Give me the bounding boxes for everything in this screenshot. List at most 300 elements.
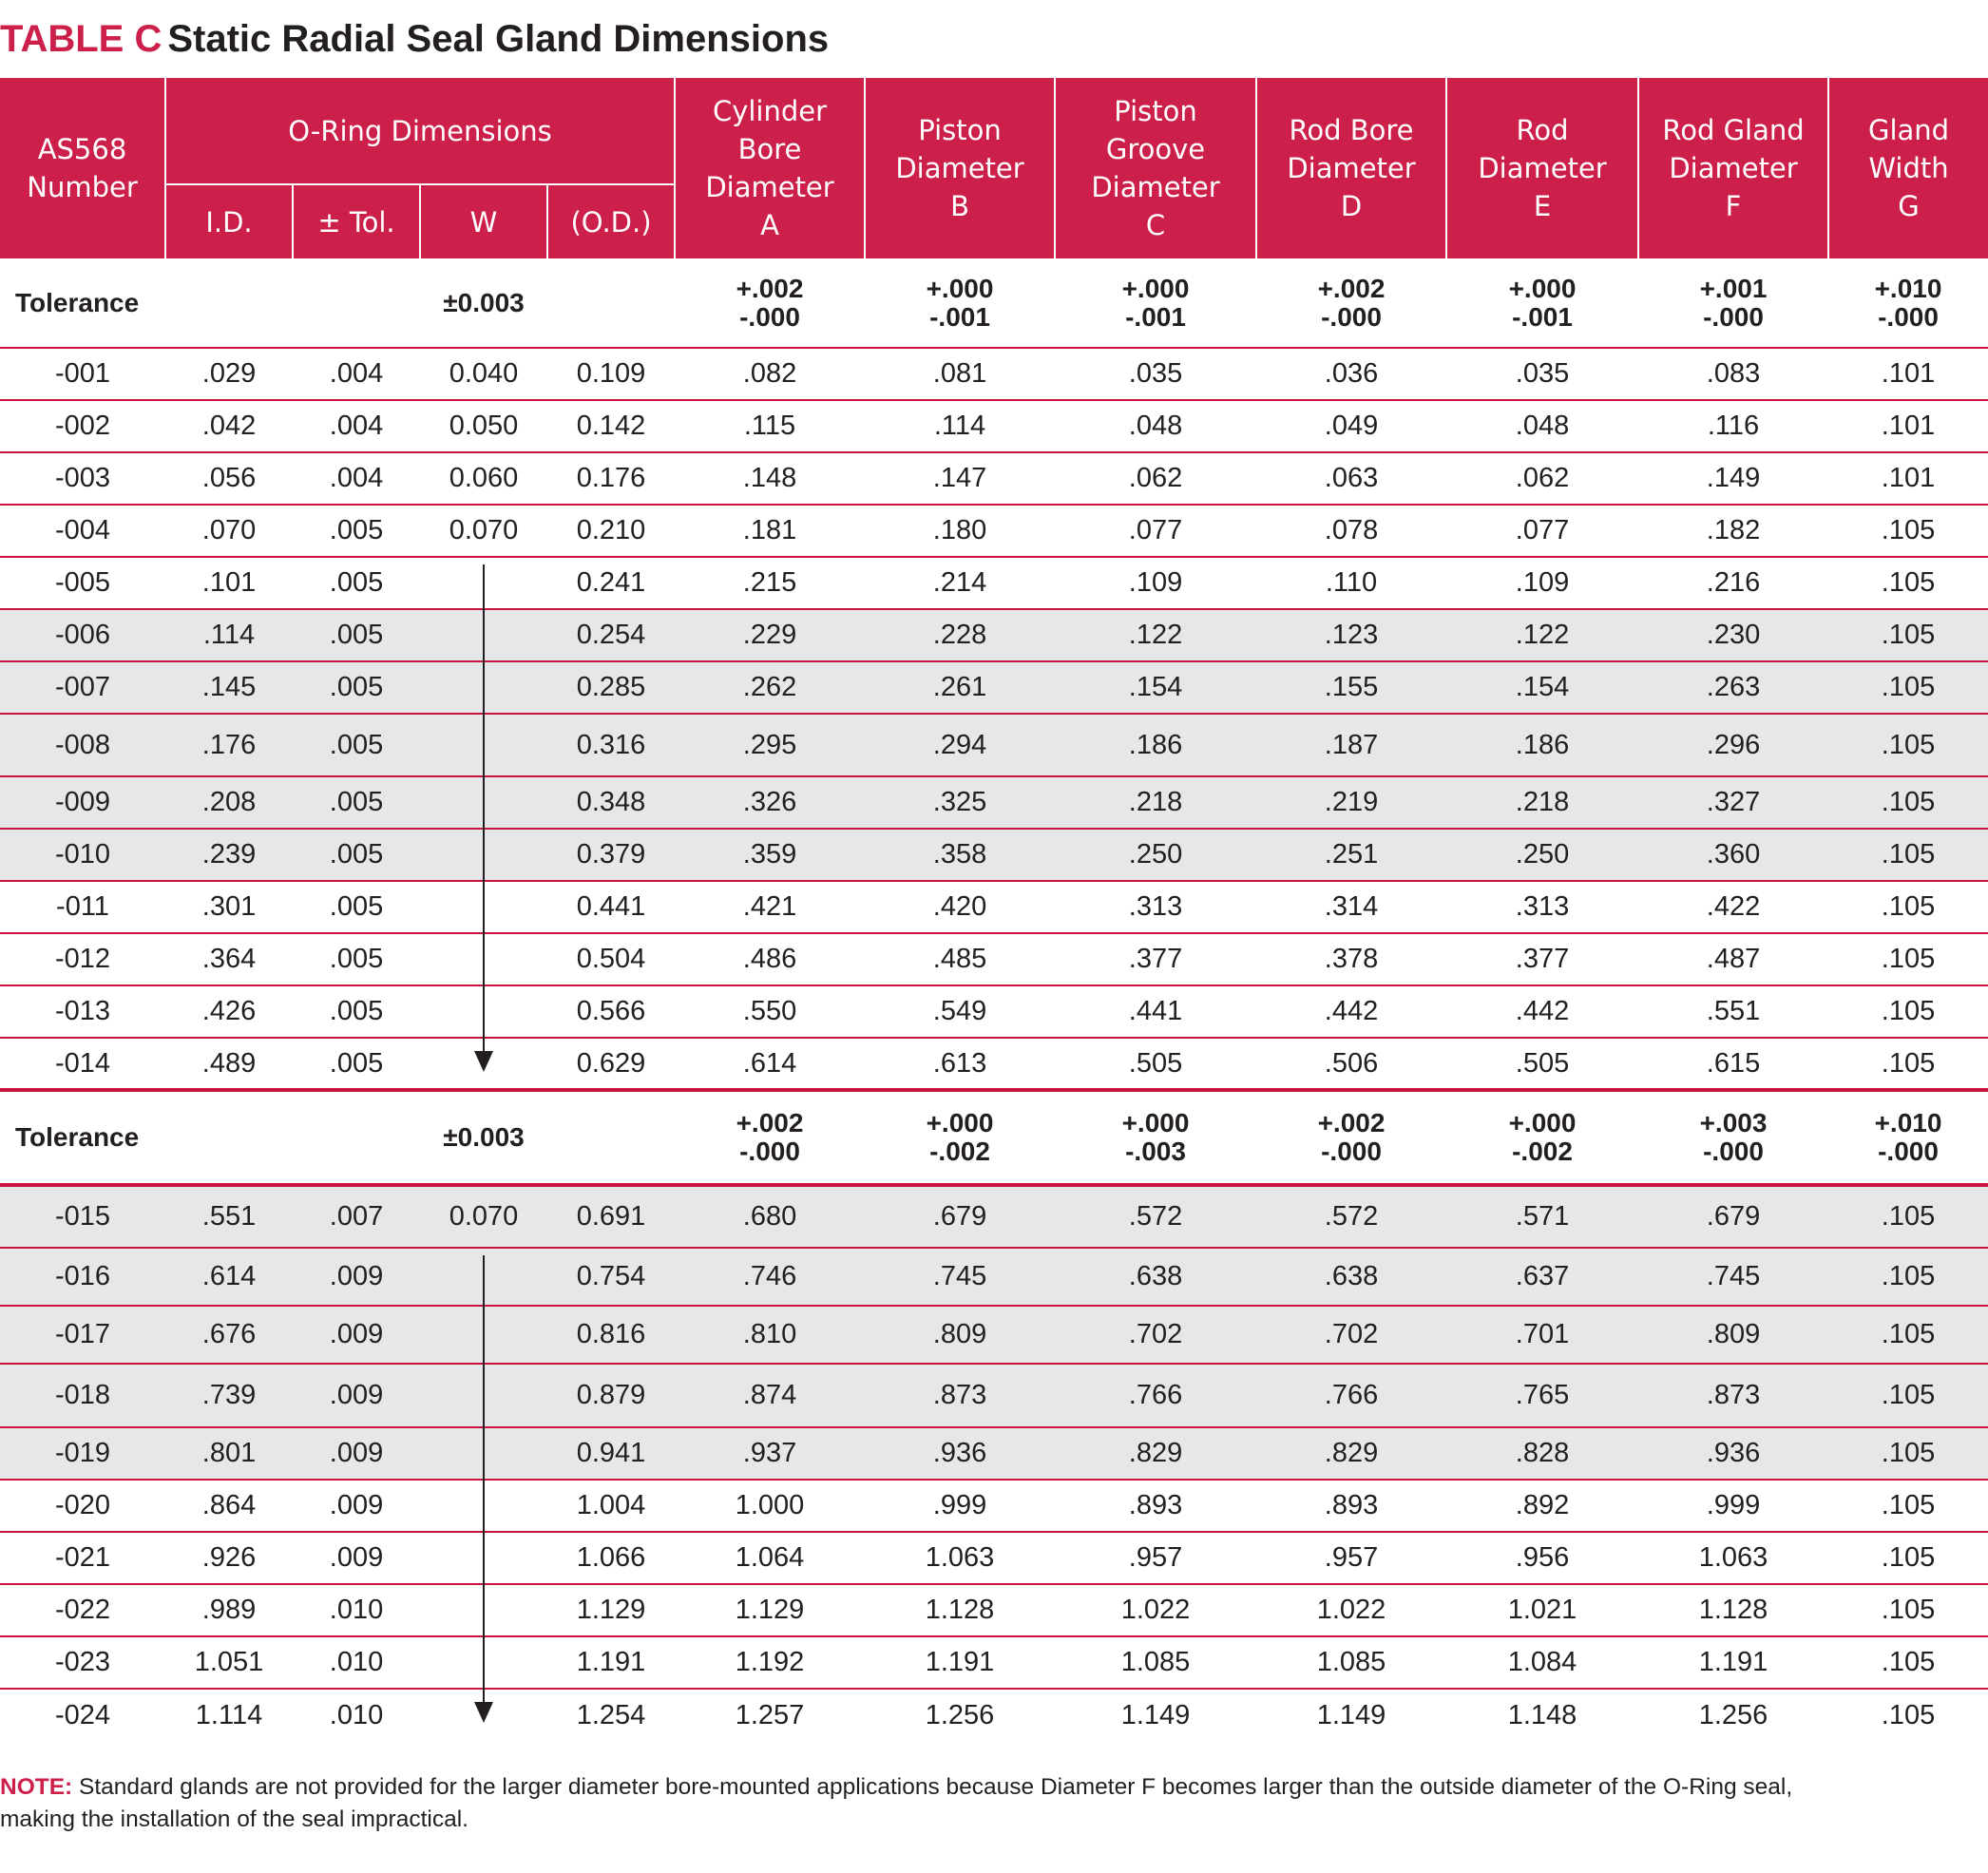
table-row (0, 985, 1988, 1038)
continuation-arrow-head (474, 1051, 493, 1072)
cell-rod-bore-d: .378 (1256, 933, 1446, 985)
cell-rod-e: .956 (1446, 1532, 1638, 1584)
cell-piston-groove-c: .572 (1055, 1185, 1256, 1248)
tolerance-g (1828, 258, 1988, 348)
cell-od: 1.066 (547, 1532, 675, 1584)
cell-rod-bore-d: .572 (1256, 1185, 1446, 1248)
cell-piston-b: .081 (865, 348, 1055, 400)
cell-gland-width-g: .101 (1828, 348, 1988, 400)
cell-piston-b: .809 (865, 1306, 1055, 1364)
cell-gland-width-g: .105 (1828, 505, 1988, 557)
tolerance-w: ±0.003 (420, 258, 547, 348)
cell-piston-groove-c: .893 (1055, 1480, 1256, 1532)
cell-od: 0.566 (547, 985, 675, 1038)
cell-gland-width-g: .105 (1828, 1480, 1988, 1532)
cell-rod-gland-f: .263 (1638, 661, 1828, 714)
tolerance-c (1055, 258, 1256, 348)
header-e-line1: Rod (1516, 114, 1569, 146)
cell-tol: .005 (293, 714, 420, 776)
cell-od: 0.379 (547, 829, 675, 881)
tolerance-f (1638, 258, 1828, 348)
tolerance-c-line1: +.000 (1121, 273, 1190, 303)
cell-w: 0.070 (420, 1185, 547, 1248)
cell-cylinder-bore-a: .550 (675, 985, 865, 1038)
cell-cylinder-bore-a: .326 (675, 776, 865, 829)
cell-piston-b: 1.191 (865, 1636, 1055, 1689)
cell-tol: .005 (293, 505, 420, 557)
cell-rod-gland-f: 1.063 (1638, 1532, 1828, 1584)
cell-od: 0.816 (547, 1306, 675, 1364)
cell-gland-width-g: .105 (1828, 557, 1988, 609)
cell-od: 0.691 (547, 1185, 675, 1248)
cell-id: .029 (165, 348, 293, 400)
cell-rod-bore-d: .155 (1256, 661, 1446, 714)
cell-rod-gland-f: .936 (1638, 1427, 1828, 1480)
cell-tol: .004 (293, 452, 420, 505)
cell-rod-e: .186 (1446, 714, 1638, 776)
cell-rod-bore-d: .893 (1256, 1480, 1446, 1532)
cell-as568-number: -013 (0, 985, 165, 1038)
cell-gland-width-g: .105 (1828, 1248, 1988, 1306)
cell-rod-gland-f: 1.191 (1638, 1636, 1828, 1689)
cell-piston-b: .261 (865, 661, 1055, 714)
cell-id: .426 (165, 985, 293, 1038)
cell-rod-e: .892 (1446, 1480, 1638, 1532)
continuation-arrow-head (474, 1702, 493, 1723)
cell-rod-gland-f: .182 (1638, 505, 1828, 557)
cell-rod-bore-d: .219 (1256, 776, 1446, 829)
tolerance-row (0, 258, 1988, 348)
cell-gland-width-g: .105 (1828, 1364, 1988, 1427)
cell-piston-groove-c: .957 (1055, 1532, 1256, 1584)
cell-cylinder-bore-a: .486 (675, 933, 865, 985)
cell-rod-bore-d: .078 (1256, 505, 1446, 557)
cell-od: 0.241 (547, 557, 675, 609)
cell-tol: .005 (293, 985, 420, 1038)
tolerance-e (1446, 258, 1638, 348)
cell-gland-width-g: .101 (1828, 400, 1988, 452)
cell-cylinder-bore-a: .148 (675, 452, 865, 505)
cell-as568-number: -024 (0, 1689, 165, 1741)
cell-rod-bore-d: .110 (1256, 557, 1446, 609)
cell-id: .989 (165, 1584, 293, 1636)
tolerance-a-line2: -.000 (739, 301, 800, 332)
cell-id: .114 (165, 609, 293, 661)
cell-od: 0.941 (547, 1427, 675, 1480)
cell-piston-groove-c: .122 (1055, 609, 1256, 661)
cell-gland-width-g: .105 (1828, 881, 1988, 933)
cell-rod-gland-f: .487 (1638, 933, 1828, 985)
tolerance-f-line1: +.001 (1699, 273, 1768, 303)
tolerance-d-line1: +.002 (1317, 273, 1386, 303)
cell-id: .239 (165, 829, 293, 881)
cell-rod-gland-f: .809 (1638, 1306, 1828, 1364)
cell-tol: .005 (293, 609, 420, 661)
cell-gland-width-g: .105 (1828, 1185, 1988, 1248)
cell-piston-groove-c: .035 (1055, 348, 1256, 400)
cell-rod-e: .048 (1446, 400, 1638, 452)
header-rod-bore-diameter (1256, 78, 1446, 258)
cell-od: 0.176 (547, 452, 675, 505)
cell-id: .864 (165, 1480, 293, 1532)
cell-piston-b: .549 (865, 985, 1055, 1038)
header-c-line1: Piston (1114, 95, 1197, 127)
tolerance-g-line2: -.000 (1878, 301, 1939, 332)
header-a-line2: Bore (737, 133, 802, 165)
table-row (0, 1584, 1988, 1636)
tolerance-a (675, 258, 865, 348)
cell-tol: .005 (293, 881, 420, 933)
cell-gland-width-g: .105 (1828, 933, 1988, 985)
table-row (0, 557, 1988, 609)
table-row (0, 1427, 1988, 1480)
header-a-line4: A (760, 209, 779, 241)
footnote-label: NOTE: (0, 1774, 73, 1800)
cell-rod-gland-f: .999 (1638, 1480, 1828, 1532)
cell-cylinder-bore-a: .421 (675, 881, 865, 933)
continuation-arrow-line (483, 1255, 485, 1704)
cell-rod-e: .637 (1446, 1248, 1638, 1306)
cell-as568-number: -015 (0, 1185, 165, 1248)
cell-od: 0.254 (547, 609, 675, 661)
cell-piston-groove-c: 1.149 (1055, 1689, 1256, 1741)
tolerance-label: Tolerance (0, 258, 420, 348)
cell-id: .070 (165, 505, 293, 557)
cell-gland-width-g: .101 (1828, 452, 1988, 505)
cell-cylinder-bore-a: .215 (675, 557, 865, 609)
cell-tol: .005 (293, 661, 420, 714)
tolerance-w: ±0.003 (420, 1090, 547, 1185)
cell-rod-bore-d: .123 (1256, 609, 1446, 661)
footnote (0, 1771, 1806, 1836)
cell-id: .145 (165, 661, 293, 714)
cell-rod-bore-d: .442 (1256, 985, 1446, 1038)
cell-cylinder-bore-a: .295 (675, 714, 865, 776)
cell-rod-gland-f: .745 (1638, 1248, 1828, 1306)
cell-as568-number: -001 (0, 348, 165, 400)
cell-as568-number: -005 (0, 557, 165, 609)
tolerance-b-line2: -.002 (929, 1137, 990, 1166)
cell-tol: .005 (293, 829, 420, 881)
cell-rod-gland-f: .116 (1638, 400, 1828, 452)
cell-id: 1.051 (165, 1636, 293, 1689)
tolerance-g-line1: +.010 (1874, 1108, 1942, 1137)
cell-rod-e: .765 (1446, 1364, 1638, 1427)
cell-id: .489 (165, 1038, 293, 1090)
cell-rod-bore-d: .049 (1256, 400, 1446, 452)
tolerance-f (1638, 1090, 1828, 1185)
cell-piston-b: .325 (865, 776, 1055, 829)
cell-tol: .007 (293, 1185, 420, 1248)
cell-gland-width-g: .105 (1828, 985, 1988, 1038)
cell-piston-b: 1.256 (865, 1689, 1055, 1741)
cell-rod-e: .077 (1446, 505, 1638, 557)
cell-od: 0.629 (547, 1038, 675, 1090)
cell-rod-e: .313 (1446, 881, 1638, 933)
header-b-line2: Diameter (895, 152, 1024, 184)
header-oring-dimensions: O-Ring Dimensions (165, 78, 675, 184)
cell-piston-groove-c: .505 (1055, 1038, 1256, 1090)
cell-rod-bore-d: .036 (1256, 348, 1446, 400)
cell-piston-b: .420 (865, 881, 1055, 933)
cell-cylinder-bore-a: .874 (675, 1364, 865, 1427)
tolerance-b (865, 258, 1055, 348)
cell-as568-number: -009 (0, 776, 165, 829)
cell-gland-width-g: .105 (1828, 1584, 1988, 1636)
tolerance-od-empty (547, 1090, 675, 1185)
cell-od: 0.142 (547, 400, 675, 452)
table-row (0, 609, 1988, 661)
cell-rod-bore-d: .957 (1256, 1532, 1446, 1584)
cell-as568-number: -006 (0, 609, 165, 661)
cell-gland-width-g: .105 (1828, 776, 1988, 829)
tolerance-f-line2: -.000 (1703, 1137, 1764, 1166)
cell-cylinder-bore-a: .937 (675, 1427, 865, 1480)
header-d-line3: D (1340, 190, 1363, 222)
cell-piston-groove-c: .766 (1055, 1364, 1256, 1427)
tolerance-b (865, 1090, 1055, 1185)
cell-rod-gland-f: .873 (1638, 1364, 1828, 1427)
cell-id: .301 (165, 881, 293, 933)
cell-rod-e: 1.148 (1446, 1689, 1638, 1741)
cell-as568-number: -020 (0, 1480, 165, 1532)
cell-w: 0.060 (420, 452, 547, 505)
table-row (0, 1248, 1988, 1306)
cell-rod-e: .250 (1446, 829, 1638, 881)
cell-od: 1.191 (547, 1636, 675, 1689)
cell-gland-width-g: .105 (1828, 1689, 1988, 1741)
cell-rod-gland-f: .296 (1638, 714, 1828, 776)
cell-id: .056 (165, 452, 293, 505)
tolerance-d-line2: -.000 (1321, 1137, 1382, 1166)
table-row (0, 829, 1988, 881)
cell-rod-bore-d: .314 (1256, 881, 1446, 933)
cell-piston-b: .999 (865, 1480, 1055, 1532)
cell-piston-b: .745 (865, 1248, 1055, 1306)
cell-rod-bore-d: .063 (1256, 452, 1446, 505)
cell-piston-groove-c: 1.022 (1055, 1584, 1256, 1636)
cell-cylinder-bore-a: .359 (675, 829, 865, 881)
cell-od: 0.210 (547, 505, 675, 557)
tolerance-b-line2: -.001 (929, 301, 990, 332)
header-f-line1: Rod Gland (1662, 114, 1805, 146)
cell-od: 1.004 (547, 1480, 675, 1532)
cell-piston-groove-c: .829 (1055, 1427, 1256, 1480)
cell-piston-groove-c: .154 (1055, 661, 1256, 714)
cell-gland-width-g: .105 (1828, 1306, 1988, 1364)
tolerance-e-line2: -.002 (1512, 1137, 1573, 1166)
cell-rod-gland-f: .360 (1638, 829, 1828, 881)
cell-tol: .005 (293, 933, 420, 985)
cell-w: 0.050 (420, 400, 547, 452)
tolerance-label: Tolerance (0, 1090, 420, 1185)
cell-rod-bore-d: .702 (1256, 1306, 1446, 1364)
cell-cylinder-bore-a: .229 (675, 609, 865, 661)
cell-id: .176 (165, 714, 293, 776)
tolerance-g (1828, 1090, 1988, 1185)
cell-rod-e: .218 (1446, 776, 1638, 829)
tolerance-d-line1: +.002 (1317, 1108, 1386, 1137)
cell-as568-number: -011 (0, 881, 165, 933)
cell-tol: .010 (293, 1689, 420, 1741)
cell-od: 1.129 (547, 1584, 675, 1636)
cell-as568-number: -003 (0, 452, 165, 505)
cell-tol: .009 (293, 1248, 420, 1306)
tolerance-f-line2: -.000 (1703, 301, 1764, 332)
cell-rod-e: .122 (1446, 609, 1638, 661)
cell-rod-e: 1.084 (1446, 1636, 1638, 1689)
cell-id: .551 (165, 1185, 293, 1248)
cell-as568-number: -007 (0, 661, 165, 714)
cell-rod-bore-d: .829 (1256, 1427, 1446, 1480)
table-body (0, 258, 1988, 1741)
cell-gland-width-g: .105 (1828, 1636, 1988, 1689)
cell-rod-e: .377 (1446, 933, 1638, 985)
header-id: I.D. (165, 184, 293, 258)
cell-piston-b: .936 (865, 1427, 1055, 1480)
cell-rod-gland-f: .679 (1638, 1185, 1828, 1248)
cell-id: .739 (165, 1364, 293, 1427)
cell-tol: .009 (293, 1532, 420, 1584)
cell-tol: .004 (293, 348, 420, 400)
cell-od: 0.285 (547, 661, 675, 714)
cell-piston-groove-c: .441 (1055, 985, 1256, 1038)
cell-as568-number: -014 (0, 1038, 165, 1090)
cell-piston-b: .679 (865, 1185, 1055, 1248)
cell-id: 1.114 (165, 1689, 293, 1741)
cell-as568-number: -017 (0, 1306, 165, 1364)
table-row (0, 881, 1988, 933)
cell-rod-gland-f: .615 (1638, 1038, 1828, 1090)
tolerance-row (0, 1090, 1988, 1185)
header-as568-number (0, 78, 165, 258)
header-d-line1: Rod Bore (1289, 114, 1414, 146)
cell-as568-number: -018 (0, 1364, 165, 1427)
cell-piston-groove-c: .109 (1055, 557, 1256, 609)
cell-as568-number: -010 (0, 829, 165, 881)
table-row (0, 1689, 1988, 1741)
cell-od: 0.879 (547, 1364, 675, 1427)
header-f-line2: Diameter (1669, 152, 1798, 184)
header-w: W (420, 184, 547, 258)
table-row (0, 1636, 1988, 1689)
tolerance-f-line1: +.003 (1699, 1108, 1768, 1137)
tolerance-c-line1: +.000 (1121, 1108, 1190, 1137)
cell-piston-b: 1.128 (865, 1584, 1055, 1636)
cell-gland-width-g: .105 (1828, 1532, 1988, 1584)
tolerance-e-line1: +.000 (1508, 1108, 1577, 1137)
cell-id: .676 (165, 1306, 293, 1364)
cell-piston-b: .873 (865, 1364, 1055, 1427)
tolerance-a-line1: +.002 (736, 273, 804, 303)
header-a-line3: Diameter (705, 171, 834, 203)
cell-rod-gland-f: 1.256 (1638, 1689, 1828, 1741)
header-a-line1: Cylinder (712, 95, 828, 127)
tolerance-a-line2: -.000 (739, 1137, 800, 1166)
tolerance-g-line1: +.010 (1874, 273, 1942, 303)
continuation-arrow-line (483, 564, 485, 1053)
tolerance-od-empty (547, 258, 675, 348)
tolerance-c-line2: -.001 (1125, 301, 1186, 332)
cell-as568-number: -019 (0, 1427, 165, 1480)
cell-tol: .010 (293, 1584, 420, 1636)
cell-piston-groove-c: .250 (1055, 829, 1256, 881)
cell-rod-e: .109 (1446, 557, 1638, 609)
cell-gland-width-g: .105 (1828, 1038, 1988, 1090)
table-row (0, 1038, 1988, 1090)
table-row (0, 1480, 1988, 1532)
cell-piston-b: .114 (865, 400, 1055, 452)
header-g-line3: G (1898, 190, 1920, 222)
cell-rod-e: .571 (1446, 1185, 1638, 1248)
cell-gland-width-g: .105 (1828, 661, 1988, 714)
tolerance-e (1446, 1090, 1638, 1185)
header-g-line2: Width (1868, 152, 1949, 184)
cell-gland-width-g: .105 (1828, 1427, 1988, 1480)
cell-piston-groove-c: .313 (1055, 881, 1256, 933)
cell-cylinder-bore-a: .614 (675, 1038, 865, 1090)
cell-od: 0.754 (547, 1248, 675, 1306)
cell-id: .042 (165, 400, 293, 452)
cell-tol: .005 (293, 1038, 420, 1090)
table-row (0, 776, 1988, 829)
table-row (0, 661, 1988, 714)
table-title-text: Static Radial Seal Gland Dimensions (167, 18, 830, 60)
cell-as568-number: -016 (0, 1248, 165, 1306)
header-as568-line2: Number (27, 171, 138, 203)
cell-piston-b: .358 (865, 829, 1055, 881)
tolerance-c (1055, 1090, 1256, 1185)
cell-rod-gland-f: .230 (1638, 609, 1828, 661)
cell-rod-gland-f: .551 (1638, 985, 1828, 1038)
cell-id: .926 (165, 1532, 293, 1584)
cell-as568-number: -008 (0, 714, 165, 776)
header-cylinder-bore-diameter (675, 78, 865, 258)
header-c-line4: C (1145, 209, 1166, 241)
cell-piston-groove-c: .186 (1055, 714, 1256, 776)
footnote-text: Standard glands are not provided for the larger diameter bore-mounted applications because Diameter F becomes larger than the outside diameter of the O-Ring seal, making the installation of the seal impractical. (0, 1774, 1793, 1832)
cell-rod-gland-f: 1.128 (1638, 1584, 1828, 1636)
cell-rod-bore-d: .251 (1256, 829, 1446, 881)
cell-rod-e: .035 (1446, 348, 1638, 400)
table-row (0, 714, 1988, 776)
cell-od: 0.348 (547, 776, 675, 829)
cell-rod-e: .701 (1446, 1306, 1638, 1364)
header-piston-diameter (865, 78, 1055, 258)
header-f-line3: F (1725, 190, 1742, 222)
header-gland-width (1828, 78, 1988, 258)
cell-rod-gland-f: .149 (1638, 452, 1828, 505)
cell-gland-width-g: .105 (1828, 714, 1988, 776)
cell-as568-number: -023 (0, 1636, 165, 1689)
cell-tol: .009 (293, 1480, 420, 1532)
cell-piston-groove-c: .218 (1055, 776, 1256, 829)
table-row (0, 1532, 1988, 1584)
cell-id: .801 (165, 1427, 293, 1480)
table-row (0, 1364, 1988, 1427)
cell-as568-number: -022 (0, 1584, 165, 1636)
cell-rod-e: .828 (1446, 1427, 1638, 1480)
cell-id: .208 (165, 776, 293, 829)
cell-piston-groove-c: .048 (1055, 400, 1256, 452)
cell-rod-e: .062 (1446, 452, 1638, 505)
table-row (0, 400, 1988, 452)
tolerance-b-line1: +.000 (926, 1108, 994, 1137)
cell-piston-groove-c: .077 (1055, 505, 1256, 557)
cell-id: .614 (165, 1248, 293, 1306)
header-tol: ± Tol. (293, 184, 420, 258)
header-b-line3: B (950, 190, 969, 222)
